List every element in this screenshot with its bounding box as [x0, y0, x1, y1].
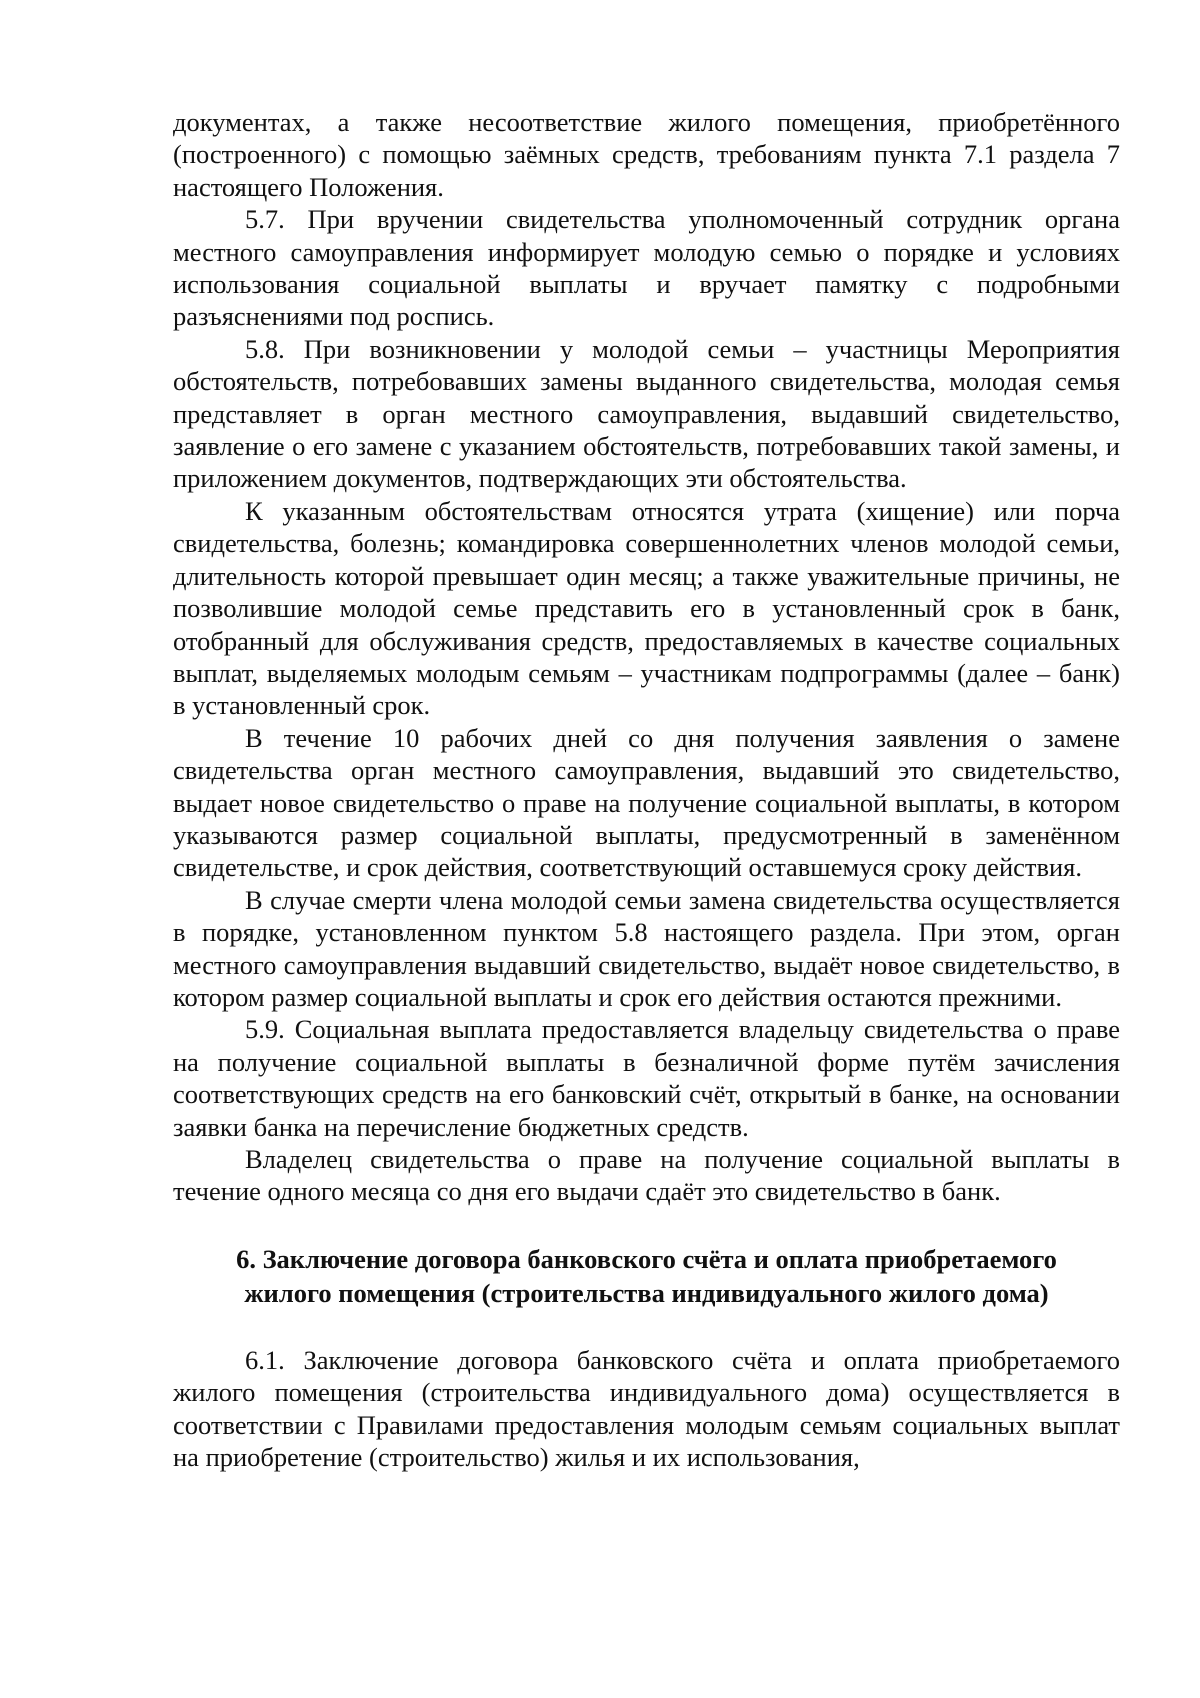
section-6-heading-line1: 6. Заключение договора банковского счёта и оплата приобретаемого — [236, 1243, 1057, 1274]
paragraph-circumstances: К указанным обстоятельствам относятся утрата (хищение) или порча свидетельства, болезнь; командировка совершеннолетних членов молодой семьи, длительность которой превышает один месяц; а также уважительные причины, не позволившие молодой семье представить его в установленный срок в банк, отобранный для обслуживания средств, предоставляемых в качестве социальных выплат, выделяемых молодым семьям – участникам подпрограммы (далее – банк) в установленный срок. — [173, 495, 1120, 721]
section-6-heading-line2: жилого помещения (строительства индивидуального жилого дома) — [244, 1277, 1049, 1308]
section-6-heading — [173, 1242, 1120, 1310]
document-page — [173, 106, 1120, 1473]
paragraph-5-7: 5.7. При вручении свидетельства уполномоченный сотрудник органа местного самоуправления информирует молодую семью о порядке и условиях использования социальной выплаты и вручает памятку с подробными разъяснениями под роспись. — [173, 204, 1120, 332]
paragraph-continuation: документах, а также несоответствие жилого помещения, приобретённого (построенного) с помощью заёмных средств, требованиям пункта 7.1 раздела 7 настоящего Положения. — [173, 107, 1120, 202]
paragraph-5-8: 5.8. При возникновении у молодой семьи – участницы Мероприятия обстоятельств, потребовавших замены выданного свидетельства, молодая семья представляет в орган местного самоуправления, выдавший свидетельство, заявление о его замене с указанием обстоятельств, потребовавших такой замены, и приложением документов, подтверждающих эти обстоятельства. — [173, 333, 1120, 494]
paragraph-certificate-owner: Владелец свидетельства о праве на получение социальной выплаты в течение одного месяца со дня его выдачи сдаёт это свидетельство в банк. — [173, 1144, 1120, 1207]
paragraph-6-1: 6.1. Заключение договора банковского счёта и оплата приобретаемого жилого помещения (строительства индивидуального дома) осуществляется в соответствии с Правилами предоставления молодым семьям социальных выплат на приобретение (строительство) жилья и их использования, — [173, 1344, 1120, 1473]
paragraph-member-death: В случае смерти члена молодой семьи замена свидетельства осуществляется в порядке, установленном пунктом 5.8 настоящего раздела. При этом, орган местного самоуправления выдавший свидетельство, выдаёт новое свидетельство, в котором размер социальной выплаты и срок его действия остаются прежними. — [173, 884, 1120, 1012]
paragraph-5-9: 5.9. Социальная выплата предоставляется владельцу свидетельства о праве на получение социальной выплаты в безналичной форме путём зачисления соответствующих средств на его банковский счёт, открытый в банке, на основании заявки банка на перечисление бюджетных средств. — [173, 1014, 1120, 1142]
paragraph-replacement-term: В течение 10 рабочих дней со дня получения заявления о замене свидетельства орган местного самоуправления, выдавший это свидетельство, выдает новое свидетельство о праве на получение социальной выплаты, в котором указываются размер социальной выплаты, предусмотренный в заменённом свидетельстве, и срок действия, соответствующий оставшемуся сроку действия. — [173, 722, 1120, 883]
